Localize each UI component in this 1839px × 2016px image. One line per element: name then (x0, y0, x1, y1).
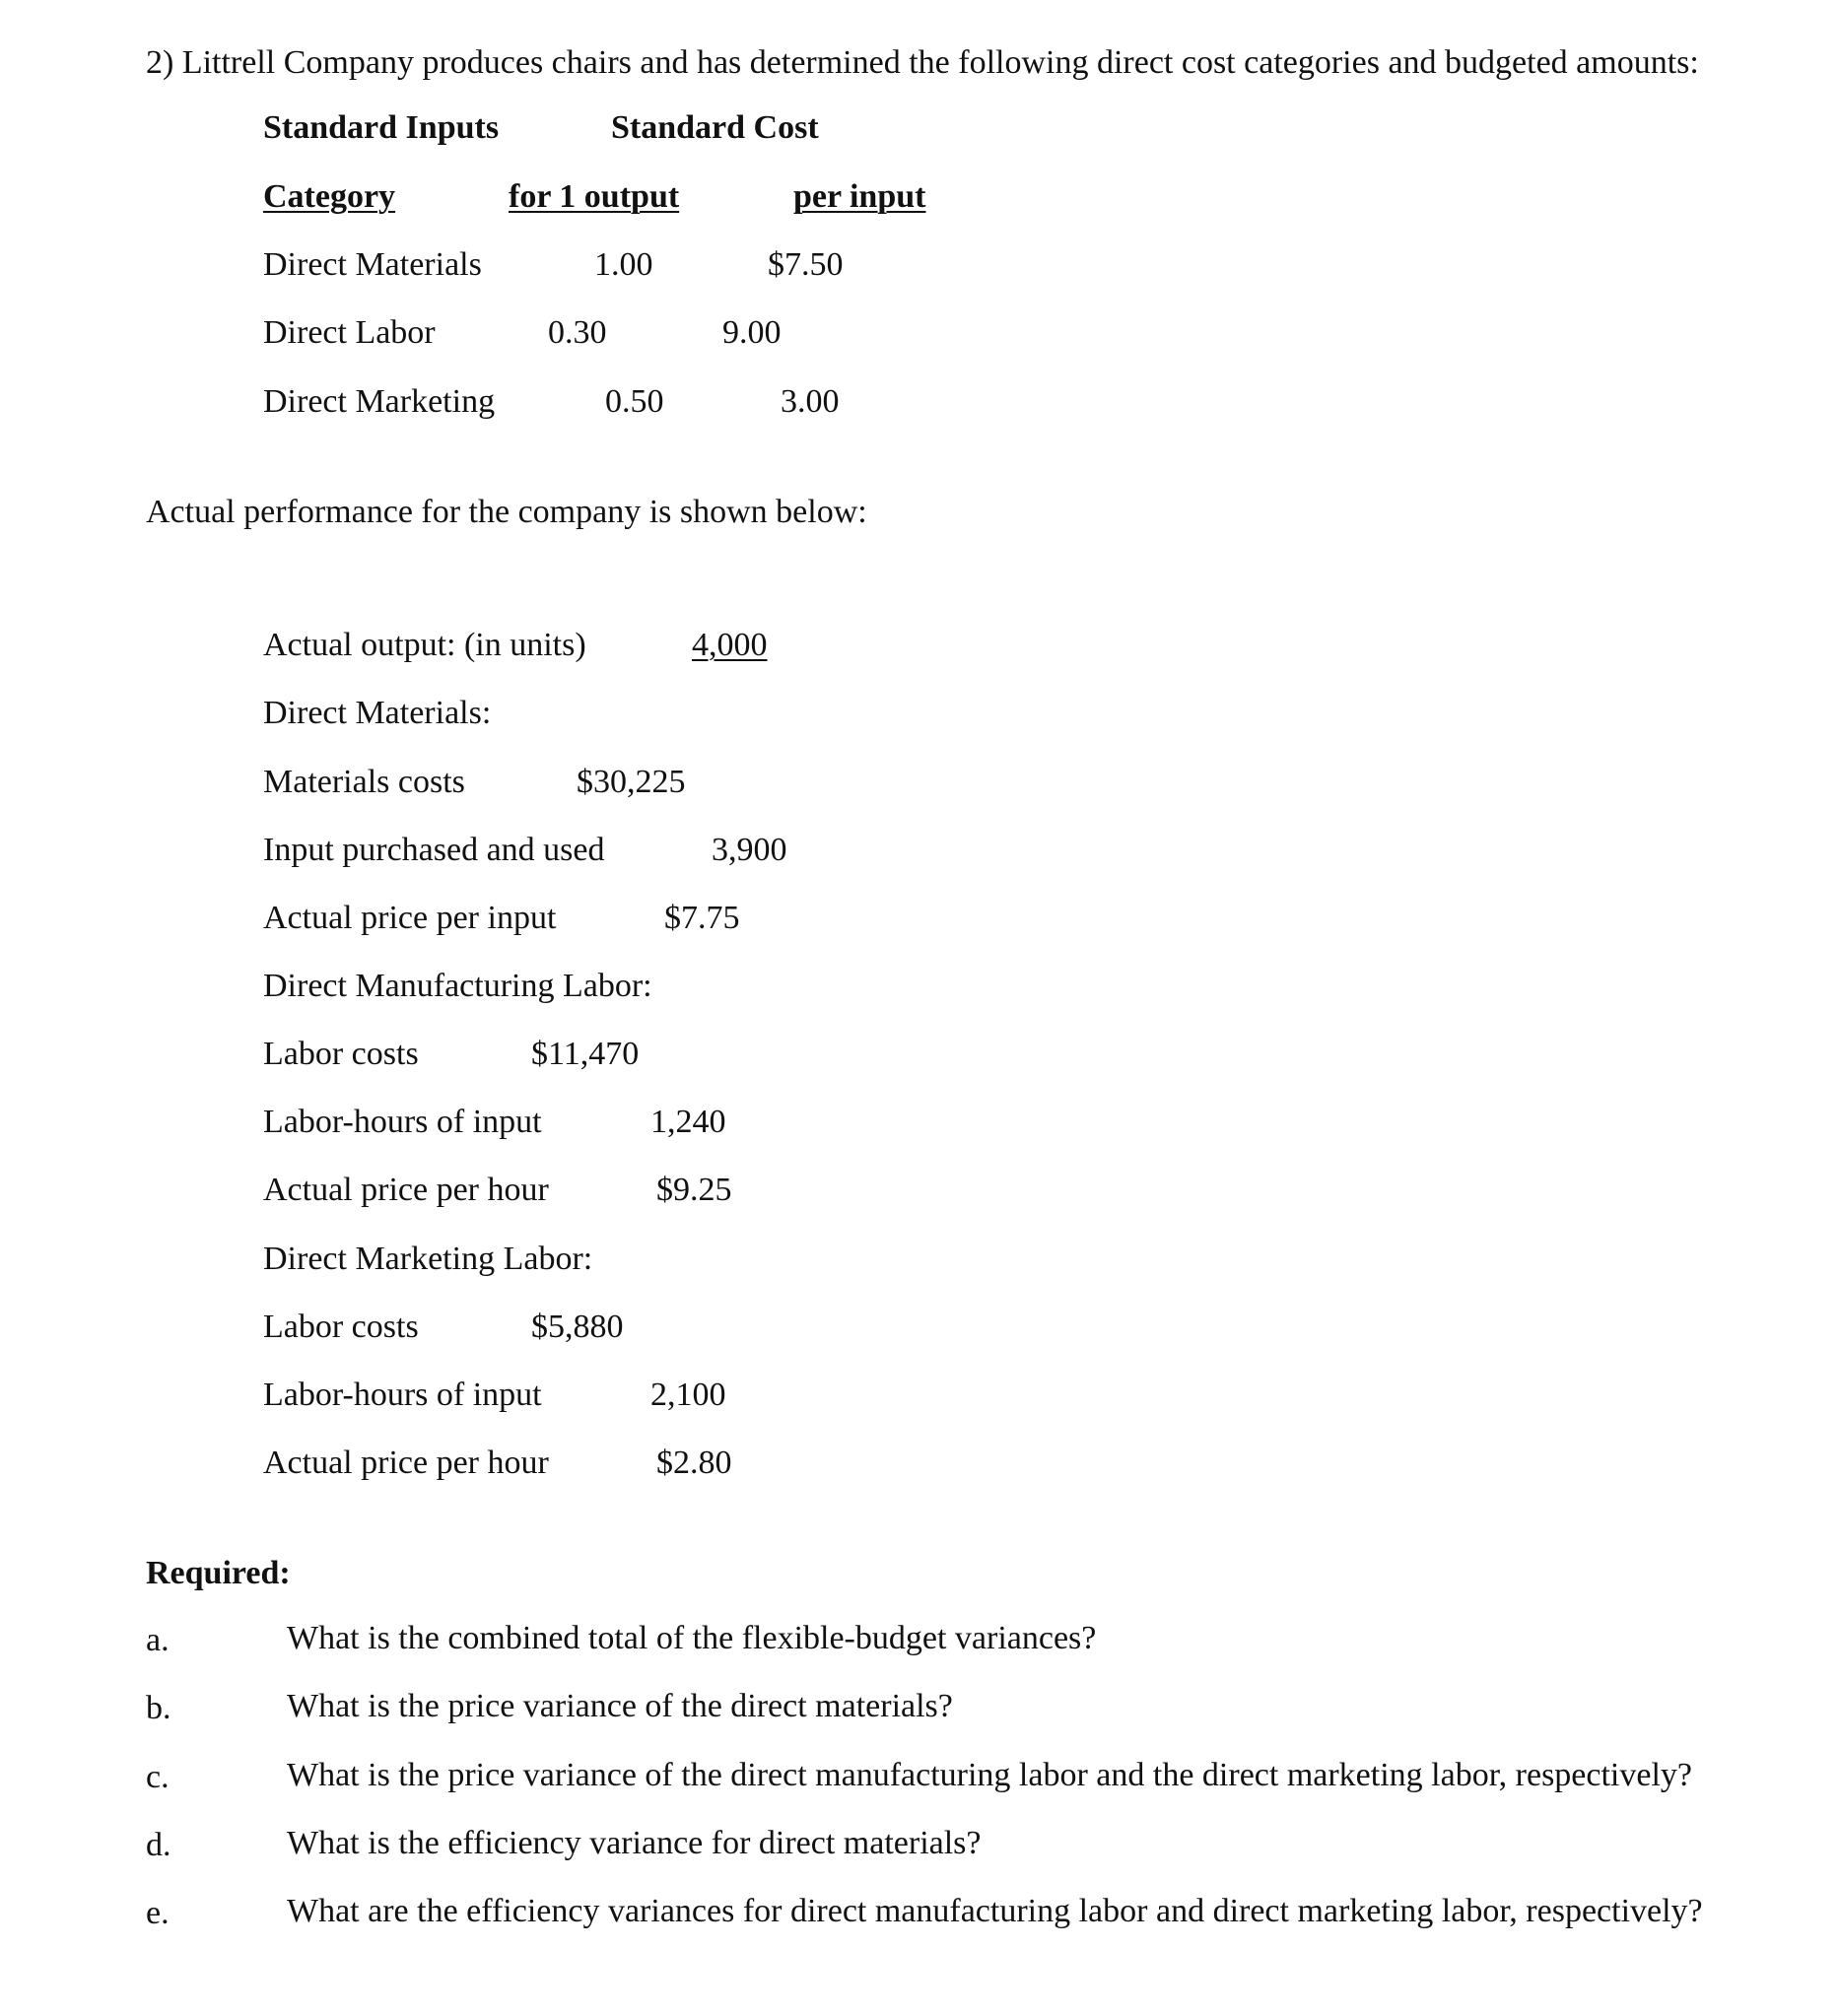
row-direct-marketing-inputs: 0.50 (605, 383, 664, 420)
required-item-a-text: What is the combined total of the flexible-budget variances? (287, 1620, 1097, 1656)
required-item-b-letter: b. (146, 1690, 171, 1726)
header-standard-cost: Standard Cost (611, 109, 819, 146)
required-item-d-letter: d. (146, 1827, 171, 1863)
required-item-e-letter: e. (146, 1895, 170, 1931)
marketing-labor-hours-value: 2,100 (650, 1377, 726, 1413)
materials-inputs-value: 3,900 (712, 832, 787, 868)
manufacturing-labor-hours-label: Labor-hours of input (263, 1104, 542, 1140)
actual-intro: Actual performance for the company is shown below: (146, 494, 867, 530)
row-direct-marketing-category: Direct Marketing (263, 383, 496, 420)
header-standard-inputs: Standard Inputs (263, 109, 500, 146)
required-item-c-letter: c. (146, 1759, 170, 1795)
materials-inputs-label: Input purchased and used (263, 832, 605, 868)
actual-output-value: 4,000 (692, 627, 768, 663)
materials-heading: Direct Materials: (263, 695, 492, 731)
required-item-a-letter: a. (146, 1622, 170, 1658)
marketing-labor-heading: Direct Marketing Labor: (263, 1241, 593, 1277)
row-direct-materials-category: Direct Materials (263, 246, 482, 283)
materials-costs-label: Materials costs (263, 764, 465, 800)
marketing-labor-price-value: $2.80 (656, 1445, 732, 1481)
marketing-labor-hours-label: Labor-hours of input (263, 1377, 542, 1413)
materials-price-value: $7.75 (664, 900, 740, 936)
manufacturing-labor-costs-value: $11,470 (531, 1036, 640, 1072)
manufacturing-labor-hours-value: 1,240 (650, 1104, 726, 1140)
actual-output-label: Actual output: (in units) (263, 627, 586, 663)
manufacturing-labor-price-value: $9.25 (656, 1172, 732, 1208)
manufacturing-labor-costs-label: Labor costs (263, 1036, 419, 1072)
required-item-d-text: What is the efficiency variance for direct materials? (287, 1825, 982, 1861)
materials-price-label: Actual price per input (263, 900, 557, 936)
required-heading: Required: (146, 1555, 291, 1591)
required-item-b-text: What is the price variance of the direct materials? (287, 1688, 953, 1724)
required-item-c-text: What is the price variance of the direct manufacturing labor and the direct marketing labor, respectively? (287, 1757, 1693, 1793)
row-direct-labor-inputs: 0.30 (548, 314, 607, 351)
materials-costs-value: $30,225 (577, 764, 686, 800)
marketing-labor-costs-value: $5,880 (531, 1309, 624, 1345)
row-direct-marketing-cost: 3.00 (781, 383, 840, 420)
row-direct-materials-cost: $7.50 (768, 246, 844, 283)
row-direct-labor-category: Direct Labor (263, 314, 436, 351)
row-direct-materials-inputs: 1.00 (594, 246, 653, 283)
row-direct-labor-cost: 9.00 (722, 314, 782, 351)
header-per-input: per input (793, 178, 926, 215)
header-category: Category (263, 178, 396, 215)
marketing-labor-price-label: Actual price per hour (263, 1445, 549, 1481)
manufacturing-labor-heading: Direct Manufacturing Labor: (263, 968, 652, 1004)
marketing-labor-costs-label: Labor costs (263, 1309, 419, 1345)
header-for-1-output: for 1 output (509, 178, 680, 215)
problem-intro: 2) Littrell Company produces chairs and has determined the following direct cost categories and budgeted amounts: (146, 44, 1699, 81)
manufacturing-labor-price-label: Actual price per hour (263, 1172, 549, 1208)
required-item-e-text: What are the efficiency variances for direct manufacturing labor and direct marketing labor, respectively? (287, 1893, 1703, 1929)
